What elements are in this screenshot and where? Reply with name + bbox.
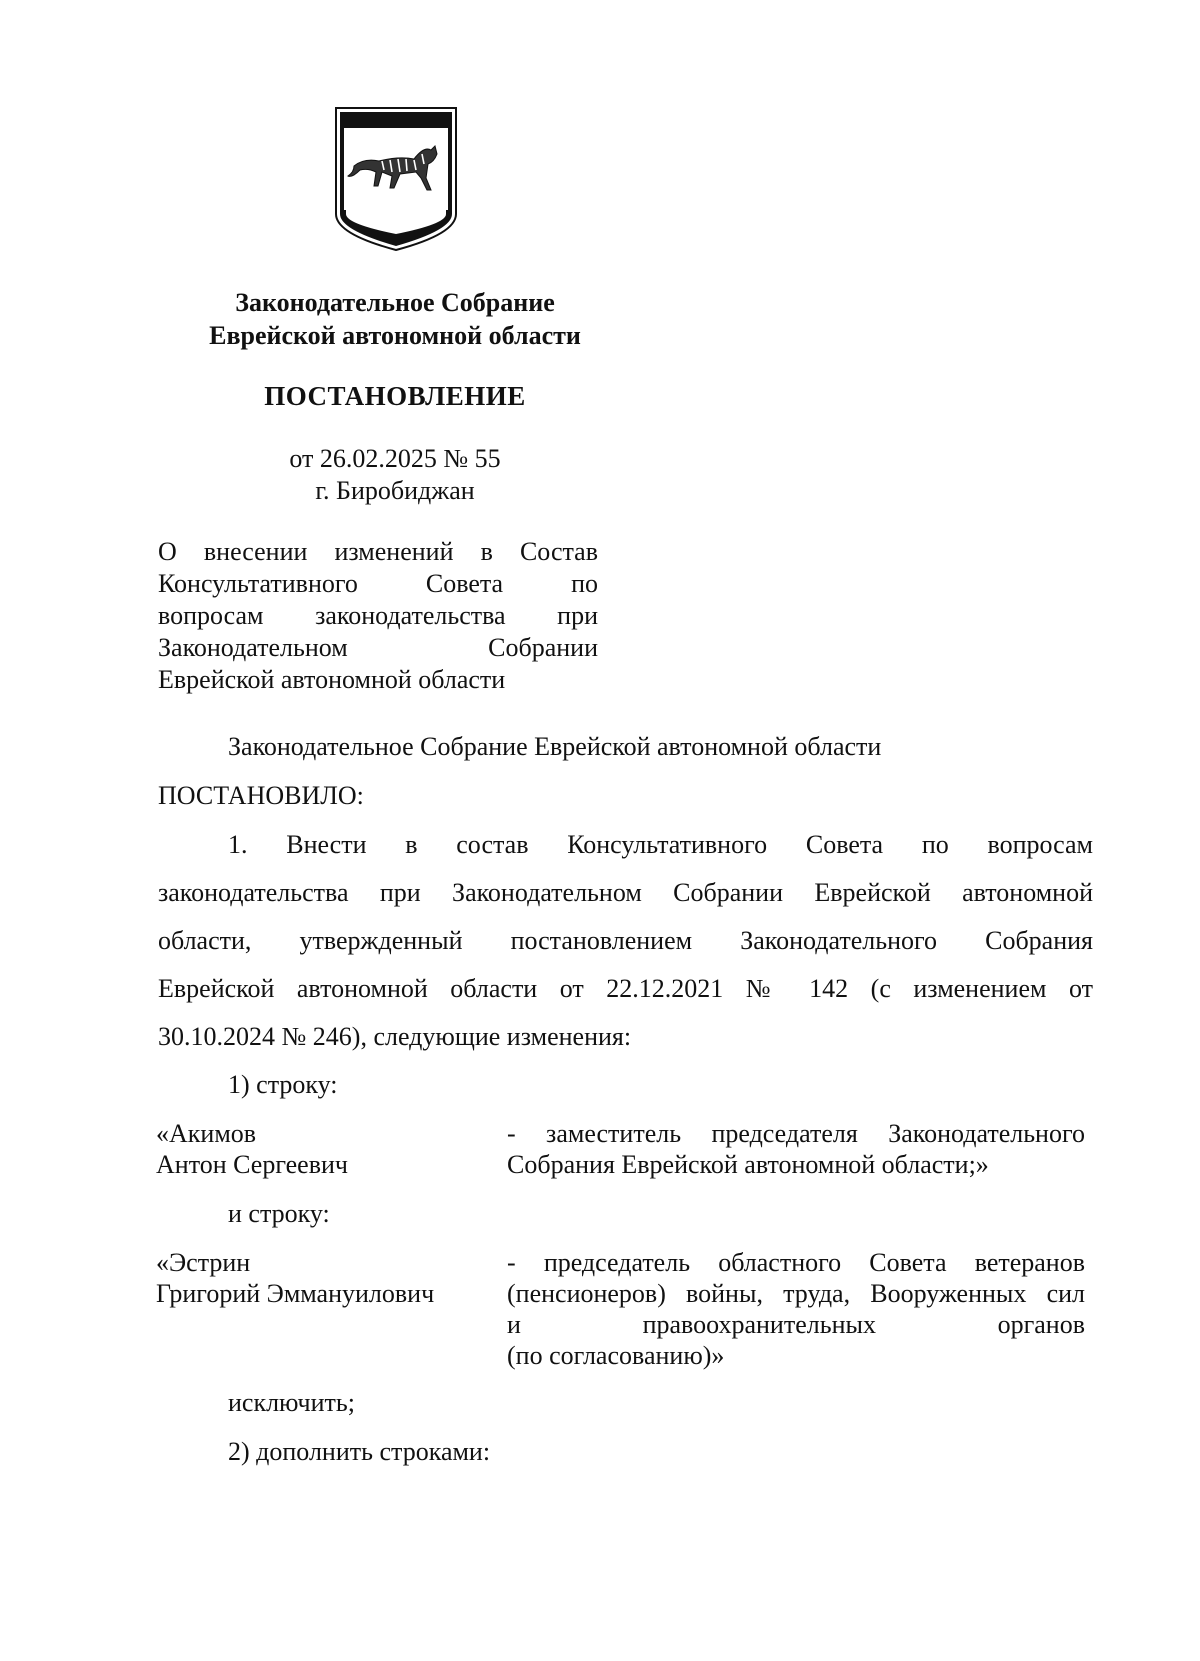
entry-name-line: Антон Сергеевич (156, 1150, 348, 1179)
subject-line: О внесении изменений в Состав (158, 537, 598, 566)
item-1-label: 1) строку: (228, 1070, 338, 1099)
org-name-line2: Еврейской автономной области (209, 321, 581, 350)
entry-1-description (507, 1118, 1085, 1180)
subject-line: Законодательном Собрании (158, 633, 598, 662)
exclude-label: исключить; (228, 1388, 355, 1417)
entry-desc-line: и правоохранительных органов (507, 1310, 1085, 1339)
entry-desc-line: - председатель областного Совета ветеранов (507, 1248, 1085, 1277)
entry-2-description (507, 1247, 1085, 1371)
paragraph-line: 30.10.2024 № 246), следующие изменения: (158, 1022, 632, 1051)
paragraph-line: области, утвержденный постановлением Законодательного Собрания (158, 926, 1093, 955)
paragraph-line: Еврейской автономной области от 22.12.2021 № 142 (с изменением от (158, 974, 1093, 1003)
entry-name-line: Григорий Эммануилович (156, 1279, 435, 1308)
entry-desc-line: (по согласованию)» (507, 1341, 725, 1370)
entry-2-name (156, 1247, 476, 1309)
paragraph-1 (158, 829, 1093, 1069)
document-city: г. Биробиджан (315, 476, 475, 505)
document-subject (158, 536, 598, 696)
decided-heading: ПОСТАНОВИЛО: (158, 781, 364, 810)
entry-name-line: «Акимов (156, 1119, 257, 1148)
entry-desc-line: - заместитель председателя Законодательного (507, 1119, 1085, 1148)
item-2-label: 2) дополнить строками: (228, 1437, 491, 1466)
subject-line: Еврейской автономной области (158, 665, 506, 694)
entry-1-name (156, 1118, 476, 1180)
entry-desc-line: (пенсионеров) войны, труда, Вооруженных сил (507, 1279, 1085, 1308)
preamble: Законодательное Собрание Еврейской автономной области (228, 732, 882, 761)
document-type: ПОСТАНОВЛЕНИЕ (264, 381, 526, 411)
document-date-number: от 26.02.2025 № 55 (289, 444, 501, 473)
subject-line: Консультативного Совета по (158, 569, 598, 598)
paragraph-line: 1. Внести в состав Консультативного Совета по вопросам (228, 830, 1093, 859)
coat-of-arms-tiger-icon (334, 106, 458, 252)
org-name-line1: Законодательное Собрание (235, 288, 555, 317)
entry-desc-line: Собрания Еврейской автономной области;» (507, 1150, 989, 1179)
and-line-label: и строку: (228, 1199, 330, 1228)
subject-line: вопросам законодательства при (158, 601, 598, 630)
paragraph-line: законодательства при Законодательном Собрании Еврейской автономной (158, 878, 1093, 907)
entry-name-line: «Эстрин (156, 1248, 251, 1277)
